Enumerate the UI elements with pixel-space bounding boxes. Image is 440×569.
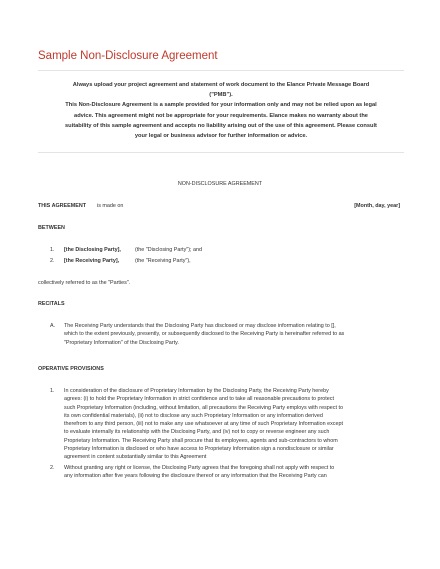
- notice-line: suitability of this sample agreement and accepts no liability arising out of the use of this agreement. Please consult: [65, 122, 377, 129]
- operative-heading: OPERATIVE PROVISIONS: [38, 366, 104, 372]
- title-divider: [38, 70, 404, 71]
- between-heading: BETWEEN: [38, 225, 65, 231]
- party-number: 2.: [50, 258, 55, 264]
- notice-line: Always upload your project agreement and statement of work document to the Elance Private Message Board: [72, 82, 370, 88]
- notice-divider: [38, 152, 404, 153]
- provision-marker: 1.: [50, 388, 55, 394]
- agreement-heading: NON-DISCLOSURE AGREEMENT: [177, 181, 263, 187]
- receiving-party-name: [the Receiving Party],: [64, 258, 120, 264]
- provision-marker: 2.: [50, 465, 55, 471]
- recital-line: The Receiving Party understands that the Disclosing Party has disclosed or may disclose information relating to [],: [64, 323, 336, 329]
- recital-marker: A.: [50, 323, 56, 329]
- provision-line: therefrom to any third person, (iii) not to make any use whatsoever at any time of such Proprietary Information except: [64, 421, 343, 428]
- provision-line: its own confidential materials), (ii) not to disclose any such Proprietary Information or any information derived: [64, 412, 323, 419]
- provision-paragraph: [64, 387, 404, 462]
- provision-line: Proprietary Information. The Receiving Party shall procure that its employees, agents and sub-contractors to whom: [64, 437, 338, 444]
- provision-line: any information after five years following the disclosure thereof or any information that the Receiving Party can: [64, 473, 327, 480]
- provision-line: Proprietary Information is disclosed or who have access to Proprietary Information sign a nondisclosure or similar: [64, 446, 334, 453]
- recitals-heading: RECITALS: [38, 301, 65, 307]
- disclosing-party-name: [the Disclosing Party],: [64, 247, 121, 253]
- recital-line: "Proprietary Information" of the Disclosing Party.: [64, 339, 179, 346]
- provision-line: Without granting any right or license, the Disclosing Party agrees that the foregoing shall not apply with respect to: [64, 465, 335, 471]
- page-title: Sample Non-Disclosure Agreement: [38, 50, 218, 62]
- party-number: 1.: [50, 247, 55, 253]
- provision-line: such Proprietary Information (including, without limitation, all precautions the Receiving Party employs with respect to: [64, 404, 343, 411]
- disclaimer-notice: [30, 80, 412, 141]
- agreement-label: THIS AGREEMENT: [38, 203, 87, 209]
- disclosing-party-alias: (the "Disclosing Party"); and: [135, 247, 203, 253]
- notice-line: ("PMB").: [209, 92, 233, 99]
- notice-line: advice. This agreement might not be appropriate for your requirements. Elance makes no warranty about the: [74, 112, 368, 119]
- provision-line: to evaluate internally its relationship with the Disclosing Party, and (iv) not to copy or reverse engineer any such: [64, 429, 330, 436]
- notice-line: This Non-Disclosure Agreement is a sample provided for your information only and may not be relied upon as legal: [65, 102, 377, 109]
- receiving-party-alias: (the "Receiving Party"),: [135, 258, 191, 264]
- notice-line: your legal or business advisor for further information or advice.: [134, 133, 308, 140]
- provision-paragraph: [64, 464, 404, 481]
- provision-line: In consideration of the disclosure of Proprietary Information by the Disclosing Party, the Receiving Party hereby: [64, 388, 329, 394]
- recital-line: which to the extent previously, presently, or subsequently disclosed to the Receiving Party is hereinafter referred to as: [64, 331, 345, 338]
- collectively-text: collectively referred to as the "Parties".: [38, 280, 131, 286]
- made-on-text: is made on: [97, 203, 124, 209]
- recital-paragraph: [64, 322, 404, 347]
- provision-line: agrees: (i) to hold the Proprietary Information in strict confidence and to take all reasonable precautions to protect: [64, 396, 334, 403]
- provision-line: agreement in content substantially similar to this Agreement: [64, 454, 207, 461]
- date-placeholder: [Month, day, year]: [354, 203, 400, 209]
